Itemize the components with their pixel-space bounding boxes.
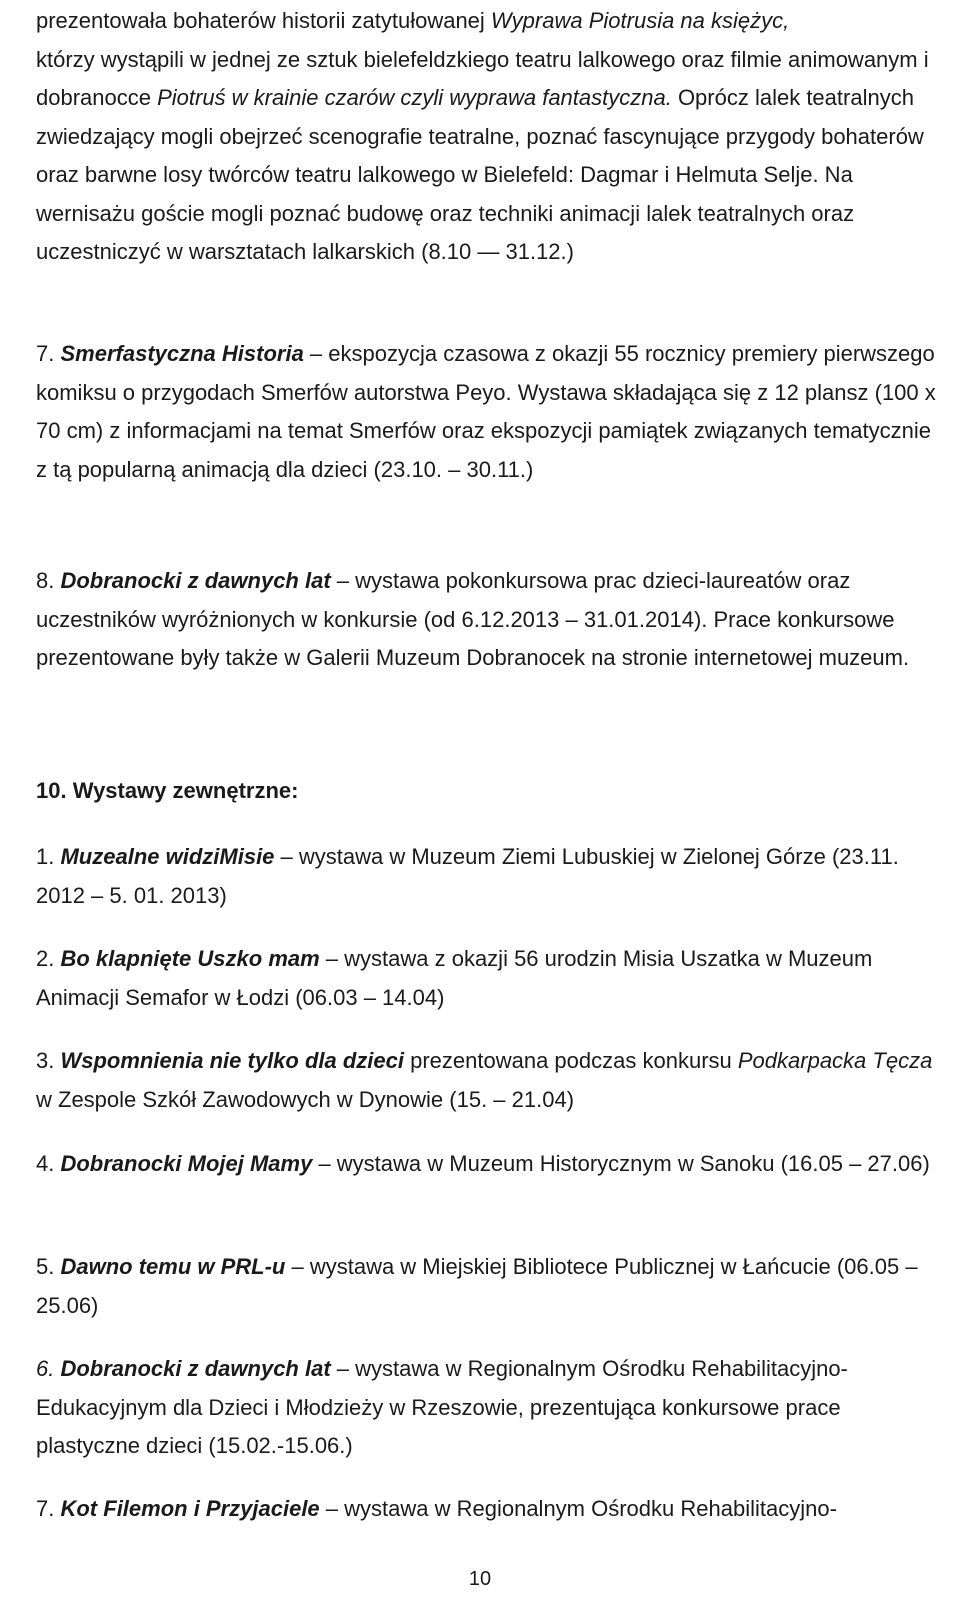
item-title: Dobranocki z dawnych lat bbox=[60, 1356, 331, 1381]
list-item bbox=[36, 940, 941, 1017]
item-text: prezentowana podczas konkursu bbox=[404, 1048, 738, 1073]
item-number: 6. bbox=[36, 1356, 55, 1381]
item-text-2: w Zespole Szkół Zawodowych w Dynowie (15. – 21.04) bbox=[36, 1086, 575, 1112]
item-text: – wystawa w Regionalnym Ośrodku Rehabilitacyjno-Edukacyjnym dla Dzieci i Młodzieży w Rzeszowie, prezentująca konkursowe prace plastyczne dzieci (15.02.-15.06.) bbox=[36, 1356, 848, 1458]
item-number: 7. bbox=[36, 341, 55, 366]
item-title: Bo klapnięte Uszko mam bbox=[60, 946, 320, 971]
item-number: 3. bbox=[36, 1048, 55, 1073]
list-item bbox=[36, 562, 941, 678]
list-item bbox=[36, 1042, 941, 1119]
intro-text-2: którzy wystąpili w jednej ze sztuk bielefeldzkiego teatru lalkowego oraz filmie animowanym i dobranocce bbox=[36, 46, 929, 110]
section-heading: 10. Wystawy zewnętrzne: bbox=[36, 778, 299, 803]
item-text: – ekspozycja czasowa z okazji 55 rocznicy premiery pierwszego komiksu o przygodach Smerfów autorstwa Peyo. Wystawa składająca się z 12 plansz (100 x 70 cm) z informacjami na temat Smerfów oraz ekspozycji pamiątek związanych tematycznie z tą popularną animacją dla dzieci (23.10. – 30.11.) bbox=[36, 341, 936, 482]
intro-paragraph bbox=[36, 2, 941, 272]
item-number: 4. bbox=[36, 1151, 55, 1176]
list-item bbox=[36, 335, 941, 489]
intro-italic-title-1: Wyprawa Piotrusia na księżyc, bbox=[490, 8, 790, 33]
item-italic-text: Podkarpacka Tęcza bbox=[737, 1048, 933, 1073]
item-text: – wystawa w Miejskiej Bibliotece Publicznej w Łańcucie (06.05 – 25.06) bbox=[36, 1254, 918, 1318]
item-title: Dawno temu w PRL-u bbox=[60, 1254, 286, 1279]
list-item bbox=[36, 1350, 941, 1466]
intro-text-3: Oprócz lalek teatralnych zwiedzający mogli obejrzeć scenografie teatralne, poznać fascynujące przygody bohaterów oraz barwne losy twórców teatru lalkowego w Bielefeld: Dagmar i Helmuta Selje. Na wernisażu goście mogli poznać budowę oraz techniki animacji lalek teatralnych oraz uczestniczyć w warsztatach lalkarskich (8.10 — 31.12.) bbox=[36, 85, 924, 264]
item-title: Smerfastyczna Historia bbox=[60, 341, 304, 366]
item-number: 5. bbox=[36, 1254, 55, 1279]
intro-text-1: prezentowała bohaterów historii zatytułowanej bbox=[36, 8, 491, 33]
list-item bbox=[36, 1145, 941, 1184]
list-item bbox=[36, 1248, 941, 1325]
item-text: – wystawa w Muzeum Ziemi Lubuskiej w Zielonej Górze (23.11. 2012 – 5. 01. 2013) bbox=[36, 844, 899, 908]
item-title: Wspomnienia nie tylko dla dzieci bbox=[60, 1048, 404, 1073]
list-item bbox=[36, 1490, 941, 1529]
item-number: 8. bbox=[36, 568, 55, 593]
item-text: – wystawa z okazji 56 urodzin Misia Uszatka w Muzeum Animacji Semafor w Łodzi (06.03 – 14.04) bbox=[36, 946, 873, 1010]
item-number: 7. bbox=[36, 1496, 55, 1521]
page-number: 10 bbox=[468, 1568, 492, 1590]
item-text: – wystawa w Regionalnym Ośrodku Rehabilitacyjno- bbox=[319, 1496, 837, 1521]
list-item bbox=[36, 838, 941, 915]
item-text: – wystawa pokonkursowa prac dzieci-laureatów oraz uczestników wyróżnionych w konkursie (od 6.12.2013 – 31.01.2014). Prace konkursowe prezentowane były także w Galerii Muzeum Dobranocek na stronie internetowej muzeum. bbox=[36, 568, 910, 670]
item-title: Kot Filemon i Przyjaciele bbox=[60, 1496, 320, 1521]
item-title: Dobranocki Mojej Mamy bbox=[60, 1151, 313, 1176]
item-title: Dobranocki z dawnych lat bbox=[60, 568, 331, 593]
item-number: 1. bbox=[36, 844, 55, 869]
item-text: – wystawa w Muzeum Historycznym w Sanoku (16.05 – 27.06) bbox=[312, 1151, 930, 1176]
item-number: 2. bbox=[36, 946, 55, 971]
intro-italic-title-2: Piotruś w krainie czarów czyli wyprawa fantastyczna. bbox=[157, 85, 672, 110]
item-title: Muzealne widziMisie bbox=[60, 844, 275, 869]
